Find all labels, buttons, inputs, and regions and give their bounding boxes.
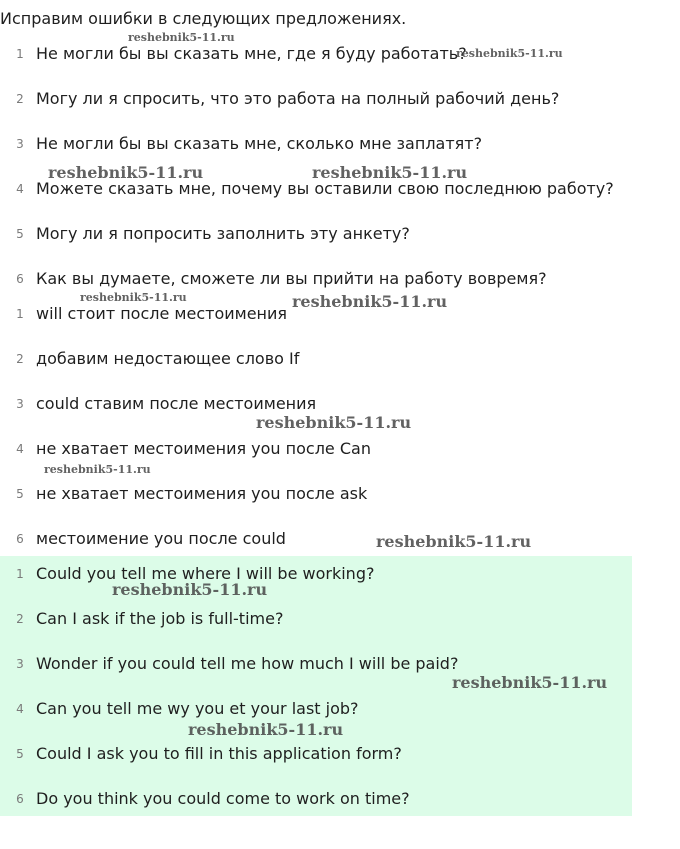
watermark: reshebnik5-11.ru bbox=[312, 163, 468, 182]
answer-text: Could I ask you to fill in this application form? bbox=[36, 744, 402, 763]
row-number: 5 bbox=[16, 487, 24, 501]
watermark: reshebnik5-11.ru bbox=[48, 163, 204, 182]
row-number: 6 bbox=[16, 532, 24, 546]
row-number: 1 bbox=[16, 567, 24, 581]
row-number: 3 bbox=[16, 137, 24, 151]
watermark: reshebnik5-11.ru bbox=[292, 292, 448, 311]
answer-text: Could you tell me where I will be working? bbox=[36, 564, 375, 583]
row-number: 5 bbox=[16, 747, 24, 761]
watermark: reshebnik5-11.ru bbox=[128, 31, 235, 44]
row-number: 4 bbox=[16, 702, 24, 716]
row-number: 2 bbox=[16, 352, 24, 366]
answer-text: Can I ask if the job is full-time? bbox=[36, 609, 284, 628]
row-number: 6 bbox=[16, 792, 24, 806]
explanation-text: не хватает местоимения you после ask bbox=[36, 484, 368, 503]
explanation-text: местоимение you после could bbox=[36, 529, 286, 548]
answer-text: Can you tell me wy you et your last job? bbox=[36, 699, 359, 718]
page-title: Исправим ошибки в следующих предложениях. bbox=[0, 9, 407, 28]
row-number: 2 bbox=[16, 92, 24, 106]
watermark: reshebnik5-11.ru bbox=[112, 580, 268, 599]
watermark: reshebnik5-11.ru bbox=[256, 413, 412, 432]
question-text: Могу ли я попросить заполнить эту анкету? bbox=[36, 224, 410, 243]
row-number: 3 bbox=[16, 657, 24, 671]
answer-text: Do you think you could come to work on time? bbox=[36, 789, 410, 808]
question-text: Как вы думаете, сможете ли вы прийти на работу вовремя? bbox=[36, 269, 547, 288]
watermark: reshebnik5-11.ru bbox=[456, 47, 563, 60]
explanation-text: добавим недостающее слово If bbox=[36, 349, 300, 368]
explanation-text: will стоит после местоимения bbox=[36, 304, 288, 323]
watermark: reshebnik5-11.ru bbox=[44, 463, 151, 476]
question-text: Не могли бы вы сказать мне, где я буду работать? bbox=[36, 44, 467, 63]
row-number: 5 bbox=[16, 227, 24, 241]
watermark: reshebnik5-11.ru bbox=[452, 673, 608, 692]
question-text: Не могли бы вы сказать мне, сколько мне заплатят? bbox=[36, 134, 483, 153]
row-number: 4 bbox=[16, 182, 24, 196]
watermark: reshebnik5-11.ru bbox=[80, 291, 187, 304]
row-number: 3 bbox=[16, 397, 24, 411]
watermark: reshebnik5-11.ru bbox=[376, 532, 532, 551]
row-number: 6 bbox=[16, 272, 24, 286]
watermark: reshebnik5-11.ru bbox=[188, 720, 344, 739]
question-text: Могу ли я спросить, что это работа на полный рабочий день? bbox=[36, 89, 560, 108]
answer-text: Wonder if you could tell me how much I will be paid? bbox=[36, 654, 459, 673]
row-number: 1 bbox=[16, 307, 24, 321]
explanation-text: could ставим после местоимения bbox=[36, 394, 317, 413]
row-number: 1 bbox=[16, 47, 24, 61]
row-number: 2 bbox=[16, 612, 24, 626]
question-text: Можете сказать мне, почему вы оставили свою последнюю работу? bbox=[36, 179, 614, 198]
explanation-text: не хватает местоимения you после Can bbox=[36, 439, 371, 458]
row-number: 4 bbox=[16, 442, 24, 456]
